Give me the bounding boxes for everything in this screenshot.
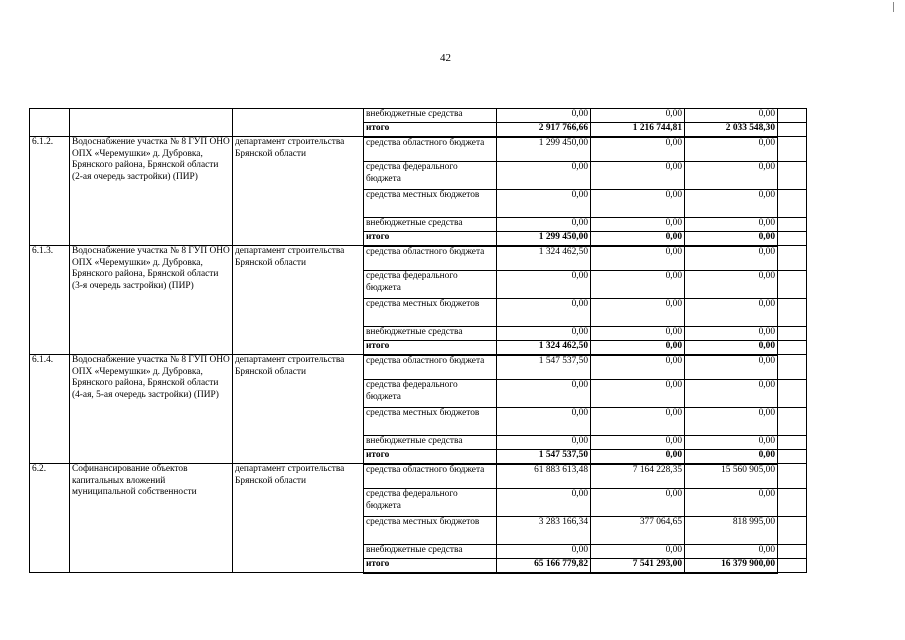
- empty-extra-cell: [778, 299, 807, 327]
- empty-extra-cell: [778, 109, 807, 123]
- amount-cell-v2: 377 064,65: [591, 517, 685, 545]
- funding-source-cell: средства местных бюджетов: [364, 517, 497, 545]
- amount-cell-v1: 0,00: [497, 408, 591, 436]
- funding-source-cell: итого: [364, 341, 497, 355]
- funding-source-cell: внебюджетные средства: [364, 545, 497, 559]
- amount-cell-v3: 0,00: [685, 218, 778, 232]
- amount-cell-v1: 0,00: [497, 190, 591, 218]
- empty-extra-cell: [778, 327, 807, 341]
- amount-cell-v2: 0,00: [591, 408, 685, 436]
- amount-cell-v3: 2 033 548,30: [685, 123, 778, 137]
- funding-source-cell: средства областного бюджета: [364, 137, 497, 162]
- amount-cell-v2: 0,00: [591, 232, 685, 246]
- empty-extra-cell: [778, 137, 807, 162]
- table-row: [30, 355, 807, 380]
- executor-cell-empty: [233, 109, 364, 137]
- amount-cell-v2: 7 164 228,35: [591, 464, 685, 489]
- amount-cell-v1: 0,00: [497, 162, 591, 190]
- amount-cell-v3: 0,00: [685, 327, 778, 341]
- empty-extra-cell: [778, 380, 807, 408]
- amount-cell-v2: 0,00: [591, 380, 685, 408]
- amount-cell-v1: 1 299 450,00: [497, 232, 591, 246]
- empty-extra-cell: [778, 218, 807, 232]
- funding-source-cell: внебюджетные средства: [364, 327, 497, 341]
- amount-cell-v3: 0,00: [685, 299, 778, 327]
- amount-cell-v2: 0,00: [591, 436, 685, 450]
- amount-cell-v1: 1 299 450,00: [497, 137, 591, 162]
- table-row: [30, 246, 807, 271]
- amount-cell-v1: 0,00: [497, 489, 591, 517]
- empty-extra-cell: [778, 246, 807, 271]
- empty-extra-cell: [778, 517, 807, 545]
- amount-cell-v3: 0,00: [685, 190, 778, 218]
- empty-extra-cell: [778, 355, 807, 380]
- amount-cell-v2: 0,00: [591, 545, 685, 559]
- funding-source-cell: средства федерального бюджета: [364, 380, 497, 408]
- amount-cell-v3: 0,00: [685, 341, 778, 355]
- empty-extra-cell: [778, 232, 807, 246]
- amount-cell-v1: 61 883 613,48: [497, 464, 591, 489]
- empty-extra-cell: [778, 559, 807, 573]
- amount-cell-v3: 0,00: [685, 545, 778, 559]
- amount-cell-v2: 0,00: [591, 355, 685, 380]
- empty-extra-cell: [778, 271, 807, 299]
- amount-cell-v1: 0,00: [497, 327, 591, 341]
- empty-extra-cell: [778, 123, 807, 137]
- amount-cell-v2: 0,00: [591, 109, 685, 123]
- amount-cell-v3: 0,00: [685, 355, 778, 380]
- table-row: [30, 137, 807, 162]
- amount-cell-v2: 0,00: [591, 271, 685, 299]
- amount-cell-v3: 15 560 905,00: [685, 464, 778, 489]
- funding-source-cell: итого: [364, 232, 497, 246]
- num-cell-empty: [30, 109, 70, 137]
- amount-cell-v3: 0,00: [685, 232, 778, 246]
- item-number-cell: 6.1.4.: [30, 355, 70, 464]
- amount-cell-v3: 0,00: [685, 436, 778, 450]
- amount-cell-v2: 0,00: [591, 489, 685, 517]
- page-number: 42: [440, 52, 451, 64]
- funding-source-cell: средства федерального бюджета: [364, 162, 497, 190]
- funding-source-cell: внебюджетные средства: [364, 218, 497, 232]
- amount-cell-v1: 0,00: [497, 299, 591, 327]
- amount-cell-v2: 0,00: [591, 190, 685, 218]
- amount-cell-v3: 16 379 900,00: [685, 559, 778, 573]
- funding-source-cell: итого: [364, 450, 497, 464]
- amount-cell-v2: 0,00: [591, 341, 685, 355]
- item-number-cell: 6.1.2.: [30, 137, 70, 246]
- amount-cell-v2: 0,00: [591, 137, 685, 162]
- amount-cell-v1: 1 547 537,50: [497, 450, 591, 464]
- funding-source-cell: средства местных бюджетов: [364, 299, 497, 327]
- funding-source-cell: итого: [364, 559, 497, 573]
- amount-cell-v1: 1 324 462,50: [497, 341, 591, 355]
- empty-extra-cell: [778, 190, 807, 218]
- empty-extra-cell: [778, 436, 807, 450]
- amount-cell-v2: 0,00: [591, 327, 685, 341]
- amount-cell-v2: 0,00: [591, 450, 685, 464]
- funding-source-cell: средства областного бюджета: [364, 246, 497, 271]
- item-number-cell: 6.1.3.: [30, 246, 70, 355]
- item-name-cell: Водоснабжение участка № 8 ГУП ОНО ОПХ «Черемушки» д. Дубровка, Брянского района, Брянской области (2-ая очередь застройки) (ПИР): [70, 137, 233, 246]
- empty-extra-cell: [778, 545, 807, 559]
- table-row: [30, 109, 807, 123]
- amount-cell-v3: 0,00: [685, 450, 778, 464]
- empty-extra-cell: [778, 408, 807, 436]
- amount-cell-v1: 0,00: [497, 271, 591, 299]
- amount-cell-v2: 0,00: [591, 299, 685, 327]
- empty-extra-cell: [778, 489, 807, 517]
- amount-cell-v3: 0,00: [685, 380, 778, 408]
- funding-source-cell: средства местных бюджетов: [364, 408, 497, 436]
- amount-cell-v3: 0,00: [685, 408, 778, 436]
- amount-cell-v1: 1 324 462,50: [497, 246, 591, 271]
- amount-cell-v2: 0,00: [591, 246, 685, 271]
- amount-cell-v3: 0,00: [685, 271, 778, 299]
- executor-cell: департамент строительства Брянской области: [233, 246, 364, 355]
- amount-cell-v1: 0,00: [497, 436, 591, 450]
- amount-cell-v3: 0,00: [685, 109, 778, 123]
- amount-cell-v1: 3 283 166,34: [497, 517, 591, 545]
- executor-cell: департамент строительства Брянской области: [233, 464, 364, 573]
- amount-cell-v2: 0,00: [591, 218, 685, 232]
- item-name-cell: Водоснабжение участка № 8 ГУП ОНО ОПХ «Черемушки» д. Дубровка, Брянского района, Брянской области (4-ая, 5-ая очередь застройки) (ПИР): [70, 355, 233, 464]
- item-number-cell: 6.2.: [30, 464, 70, 573]
- executor-cell: департамент строительства Брянской области: [233, 355, 364, 464]
- amount-cell-v2: 1 216 744,81: [591, 123, 685, 137]
- funding-source-cell: средства областного бюджета: [364, 355, 497, 380]
- funding-source-cell: внебюджетные средства: [364, 436, 497, 450]
- amount-cell-v2: 7 541 293,00: [591, 559, 685, 573]
- empty-extra-cell: [778, 450, 807, 464]
- amount-cell-v3: 0,00: [685, 246, 778, 271]
- amount-cell-v1: 0,00: [497, 218, 591, 232]
- amount-cell-v3: 0,00: [685, 489, 778, 517]
- empty-extra-cell: [778, 162, 807, 190]
- executor-cell: департамент строительства Брянской области: [233, 137, 364, 246]
- funding-source-cell: средства местных бюджетов: [364, 190, 497, 218]
- amount-cell-v3: 0,00: [685, 137, 778, 162]
- empty-extra-cell: [778, 464, 807, 489]
- name-cell-empty: [70, 109, 233, 137]
- funding-source-cell: внебюджетные средства: [364, 109, 497, 123]
- amount-cell-v3: 818 995,00: [685, 517, 778, 545]
- empty-extra-cell: [778, 341, 807, 355]
- funding-source-cell: средства областного бюджета: [364, 464, 497, 489]
- funding-source-cell: итого: [364, 123, 497, 137]
- item-name-cell: Водоснабжение участка № 8 ГУП ОНО ОПХ «Черемушки» д. Дубровка, Брянского района, Брянской области (3-я очередь застройки) (ПИР): [70, 246, 233, 355]
- amount-cell-v1: 1 547 537,50: [497, 355, 591, 380]
- amount-cell-v3: 0,00: [685, 162, 778, 190]
- amount-cell-v1: 2 917 766,66: [497, 123, 591, 137]
- budget-table: [29, 108, 807, 574]
- table-row: [30, 464, 807, 489]
- amount-cell-v1: 0,00: [497, 109, 591, 123]
- funding-source-cell: средства федерального бюджета: [364, 271, 497, 299]
- amount-cell-v2: 0,00: [591, 162, 685, 190]
- amount-cell-v1: 0,00: [497, 545, 591, 559]
- item-name-cell: Софинансирование объектов капитальных вложений муниципальной собственности: [70, 464, 233, 573]
- scan-edge-mark: [893, 2, 894, 12]
- amount-cell-v1: 0,00: [497, 380, 591, 408]
- funding-source-cell: средства федерального бюджета: [364, 489, 497, 517]
- amount-cell-v1: 65 166 779,82: [497, 559, 591, 573]
